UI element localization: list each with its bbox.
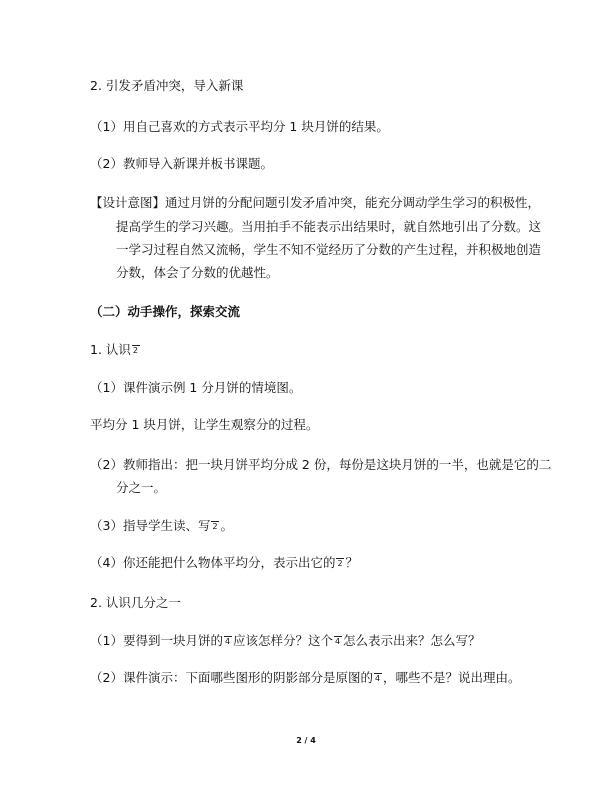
fraction-one-quarter: 4: [374, 674, 381, 683]
design-intent-line: 提高学生的学习兴趣。当用拍手不能表示出结果时，就自然地引出了分数。这: [116, 219, 542, 234]
section-title-2: 2. 引发矛盾冲突，导入新课: [90, 78, 244, 93]
list-item: （2）教师指出：把一块月饼平均分成 2 份，每份是这块月饼的一半，也就是它的二: [90, 457, 552, 472]
design-intent-line: 一学习过程自然又流畅，学生不知不觉经历了分数的产生过程，并积极地创造: [116, 242, 542, 257]
list-item-continuation: 分之一。: [116, 480, 167, 495]
list-item: （1）用自己喜欢的方式表示平均分 1 块月饼的结果。: [90, 119, 389, 134]
subsection-title-1: [90, 341, 141, 360]
design-intent-line: 分数，体会了分数的优越性。: [116, 265, 279, 280]
list-item: （4）你还能把什么物体平均分，表示出它的 2 ？: [90, 554, 358, 573]
subsection-title-2: 2. 认识几分之一: [90, 595, 181, 610]
list-item: （1）要得到一块月饼的 4 应该怎样分？这个 4 怎么表示出来？怎么写？: [90, 632, 481, 651]
fraction-one-half: 2: [212, 522, 218, 531]
list-item: （2）教师导入新课并板书课题。: [90, 156, 273, 171]
fraction-one-half: 2: [132, 346, 138, 355]
design-intent-line: 【设计意图】通过月饼的分配问题引发矛盾冲突，能充分调动学生学习的积极性，: [90, 195, 541, 210]
subsection-title-text: 1. 认识: [90, 342, 131, 357]
list-item: （1）课件演示例 1 分月饼的情境图。: [90, 380, 302, 395]
fraction-one-quarter: 4: [334, 637, 341, 646]
part-heading: （二）动手操作，探索交流: [90, 304, 241, 319]
fraction-one-half: 2: [337, 559, 343, 568]
list-item: （3）指导学生读、写 2 。: [90, 517, 233, 536]
fraction-one-quarter: 4: [224, 637, 231, 646]
paragraph: 平均分 1 块月饼，让学生观察分的过程。: [90, 417, 319, 432]
list-item: （2）课件演示：下面哪些图形的阴影部分是原图的 4 ，哪些不是？说出理由。: [90, 669, 520, 688]
page-number: 2 / 4: [296, 736, 316, 745]
